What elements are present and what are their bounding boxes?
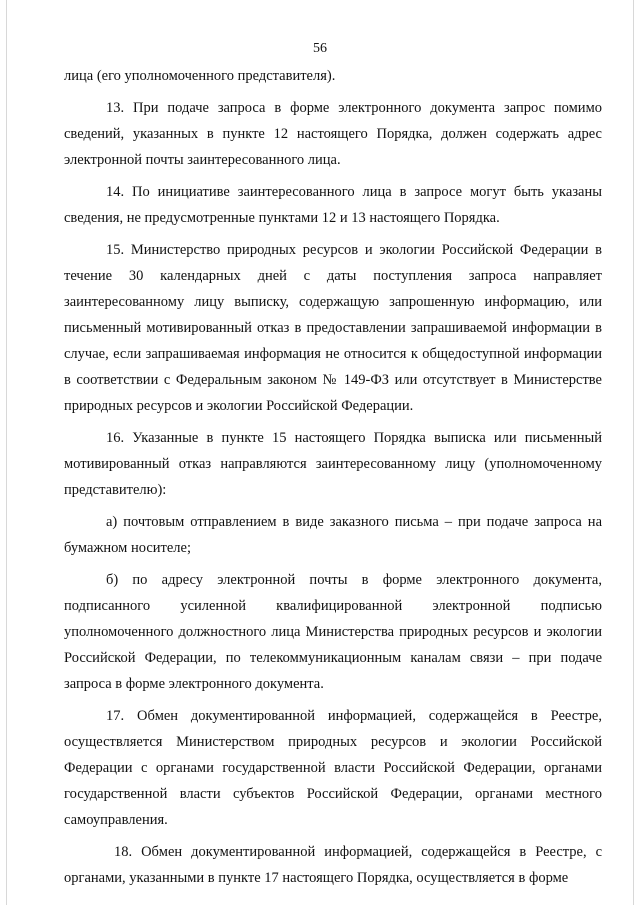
scan-edge-line-left — [6, 0, 7, 905]
paragraph-15: 15. Министерство природных ресурсов и экологии Российской Федерации в течение 30 календарных дней с даты поступления запроса направляет заинтересованному лицу выписку, содержащую запрошенную информацию, или письменный мотивированный отказ в предоставлении запрашиваемой информации в случае, если запрашиваемая информация не относится к общедоступной информации в соответствии с Федеральным законом № 149-ФЗ или отсутствует в Министерстве природных ресурсов и экологии Российской Федерации. — [64, 242, 602, 414]
paragraph-16: 16. Указанные в пункте 15 настоящего Порядка выписка или письменный мотивированный отказ направляются заинтересованному лицу (уполномоченному представителю): — [64, 430, 602, 498]
paragraph-16-b: б) по адресу электронной почты в форме электронного документа, подписанного усиленной квалифицированной электронной подписью уполномоченного должностного лица Министерства природных ресурсов и экологии Российской Федерации, по телекоммуникационным каналам связи – при подаче запроса в форме электронного документа. — [64, 572, 602, 692]
page-number: 56 — [313, 41, 327, 56]
paragraph-continuation: лица (его уполномоченного представителя). — [64, 68, 336, 84]
paragraph-14: 14. По инициативе заинтересованного лица в запросе могут быть указаны сведения, не предусмотренные пунктами 12 и 13 настоящего Порядка. — [64, 184, 602, 226]
paragraph-17: 17. Обмен документированной информацией, содержащейся в Реестре, осуществляется Министерством природных ресурсов и экологии Российской Федерации с органами государственной власти Российской Федерации, органами государственной власти субъектов Российской Федерации, органами местного самоуправления. — [64, 708, 602, 828]
paragraph-13: 13. При подаче запроса в форме электронного документа запрос помимо сведений, указанных в пункте 12 настоящего Порядка, должен содержать адрес электронной почты заинтересованного лица. — [64, 100, 602, 168]
document-body — [64, 63, 602, 897]
paragraph-16-a: а) почтовым отправлением в виде заказного письма – при подаче запроса на бумажном носителе; — [64, 514, 602, 556]
paragraph-18: 18. Обмен документированной информацией, содержащейся в Реестре, с органами, указанными в пункте 17 настоящего Порядка, осуществляется в форме — [64, 844, 602, 886]
scan-edge-line-right — [633, 0, 634, 905]
